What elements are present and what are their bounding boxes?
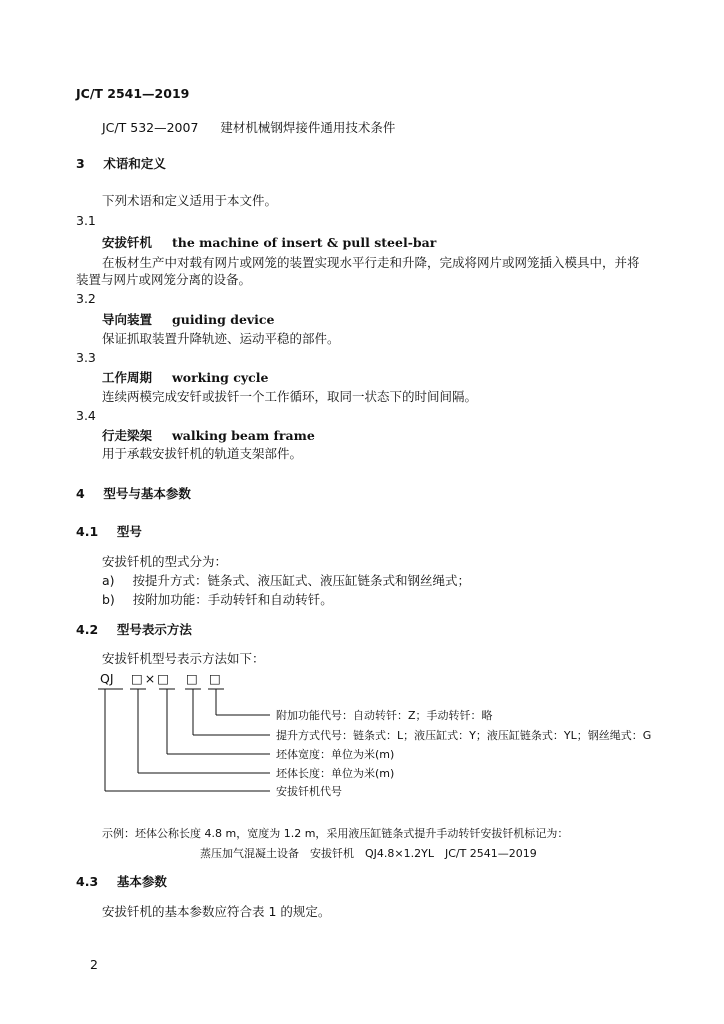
subsection-4-3-heading: 4.3 基本参数 — [76, 874, 167, 889]
model-size-boxes: □×□ — [131, 671, 172, 686]
term-english: the machine of insert & pull steel-bar — [171, 235, 437, 250]
term-chinese: 行走梁架 — [102, 428, 153, 443]
doc-code-header: JC/T 2541—2019 — [76, 86, 190, 101]
list-item-label: a) — [102, 573, 115, 588]
term-number: 3.1 — [76, 213, 96, 228]
model-prefix: QJ — [100, 671, 114, 686]
subsection-4-3-text: 安拔钎机的基本参数应符合表 1 的规定。 — [102, 904, 331, 919]
term-definition: 连续两模完成安钎或拔钎一个工作循环，取同一状态下的时间间隔。 — [102, 389, 478, 404]
section-4-heading: 4 型号与基本参数 — [76, 486, 191, 501]
subsection-4-2-heading: 4.2 型号表示方法 — [76, 622, 192, 637]
model-label: 安拔钎机代号 — [276, 785, 342, 798]
term-chinese: 安拔钎机 — [102, 235, 153, 250]
list-item-label: b) — [102, 592, 115, 607]
list-item-text: 按附加功能：手动转钎和自动转钎。 — [132, 592, 333, 607]
term-english: working cycle — [171, 370, 269, 385]
term-chinese: 导向装置 — [102, 312, 153, 327]
term-chinese: 工作周期 — [102, 370, 153, 385]
example-text: 示例：坯体公称长度 4.8 m，宽度为 1.2 m，采用液压缸链条式提升手动转钎安拔钎机标记为： — [102, 827, 569, 840]
term-definition: 用于承载安拔钎机的轨道支架部件。 — [102, 446, 303, 461]
model-label: 附加功能代号：自动转钎：Z；手动转钎：略 — [276, 709, 493, 722]
subsection-4-1-intro: 安拔钎机的型式分为： — [102, 554, 228, 569]
section-3-intro: 下列术语和定义适用于本文件。 — [102, 193, 278, 208]
term-definition: 在板材生产中对载有网片或网笼的装置实现水平行走和升降，完成将网片或网笼插入模具中，并将 — [102, 255, 640, 270]
term-english: walking beam frame — [171, 428, 315, 443]
example-marking: 蒸压加气混凝土设备 安拔钎机 QJ4.8×1.2YL JC/T 2541—2019 — [200, 847, 537, 860]
model-function-box: □ — [209, 671, 221, 686]
subsection-4-1-heading: 4.1 型号 — [76, 524, 142, 539]
model-label: 坯体长度：单位为米(m) — [276, 767, 395, 780]
model-lifting-box: □ — [186, 671, 198, 686]
reference-title: 建材机械钢焊接件通用技术条件 — [220, 120, 396, 135]
model-label: 提升方式代号：链条式：L；液压缸式：Y；液压缸链条式：YL；钢丝绳式：G — [276, 729, 652, 742]
term-number: 3.2 — [76, 291, 96, 306]
term-number: 3.4 — [76, 408, 96, 423]
term-definition: 装置与网片或网笼分离的设备。 — [76, 272, 252, 287]
reference-code: JC/T 532—2007 — [102, 120, 199, 135]
term-number: 3.3 — [76, 350, 96, 365]
subsection-4-2-intro: 安拔钎机型号表示方法如下： — [102, 651, 265, 666]
term-english: guiding device — [171, 312, 275, 327]
page-number: 2 — [90, 957, 98, 972]
list-item-text: 按提升方式：链条式、液压缸式、液压缸链条式和钢丝绳式； — [132, 573, 471, 588]
model-label: 坯体宽度：单位为米(m) — [276, 748, 395, 761]
term-definition: 保证抓取装置升降轨迹、运动平稳的部件。 — [102, 331, 340, 346]
section-3-heading: 3 术语和定义 — [76, 156, 166, 171]
